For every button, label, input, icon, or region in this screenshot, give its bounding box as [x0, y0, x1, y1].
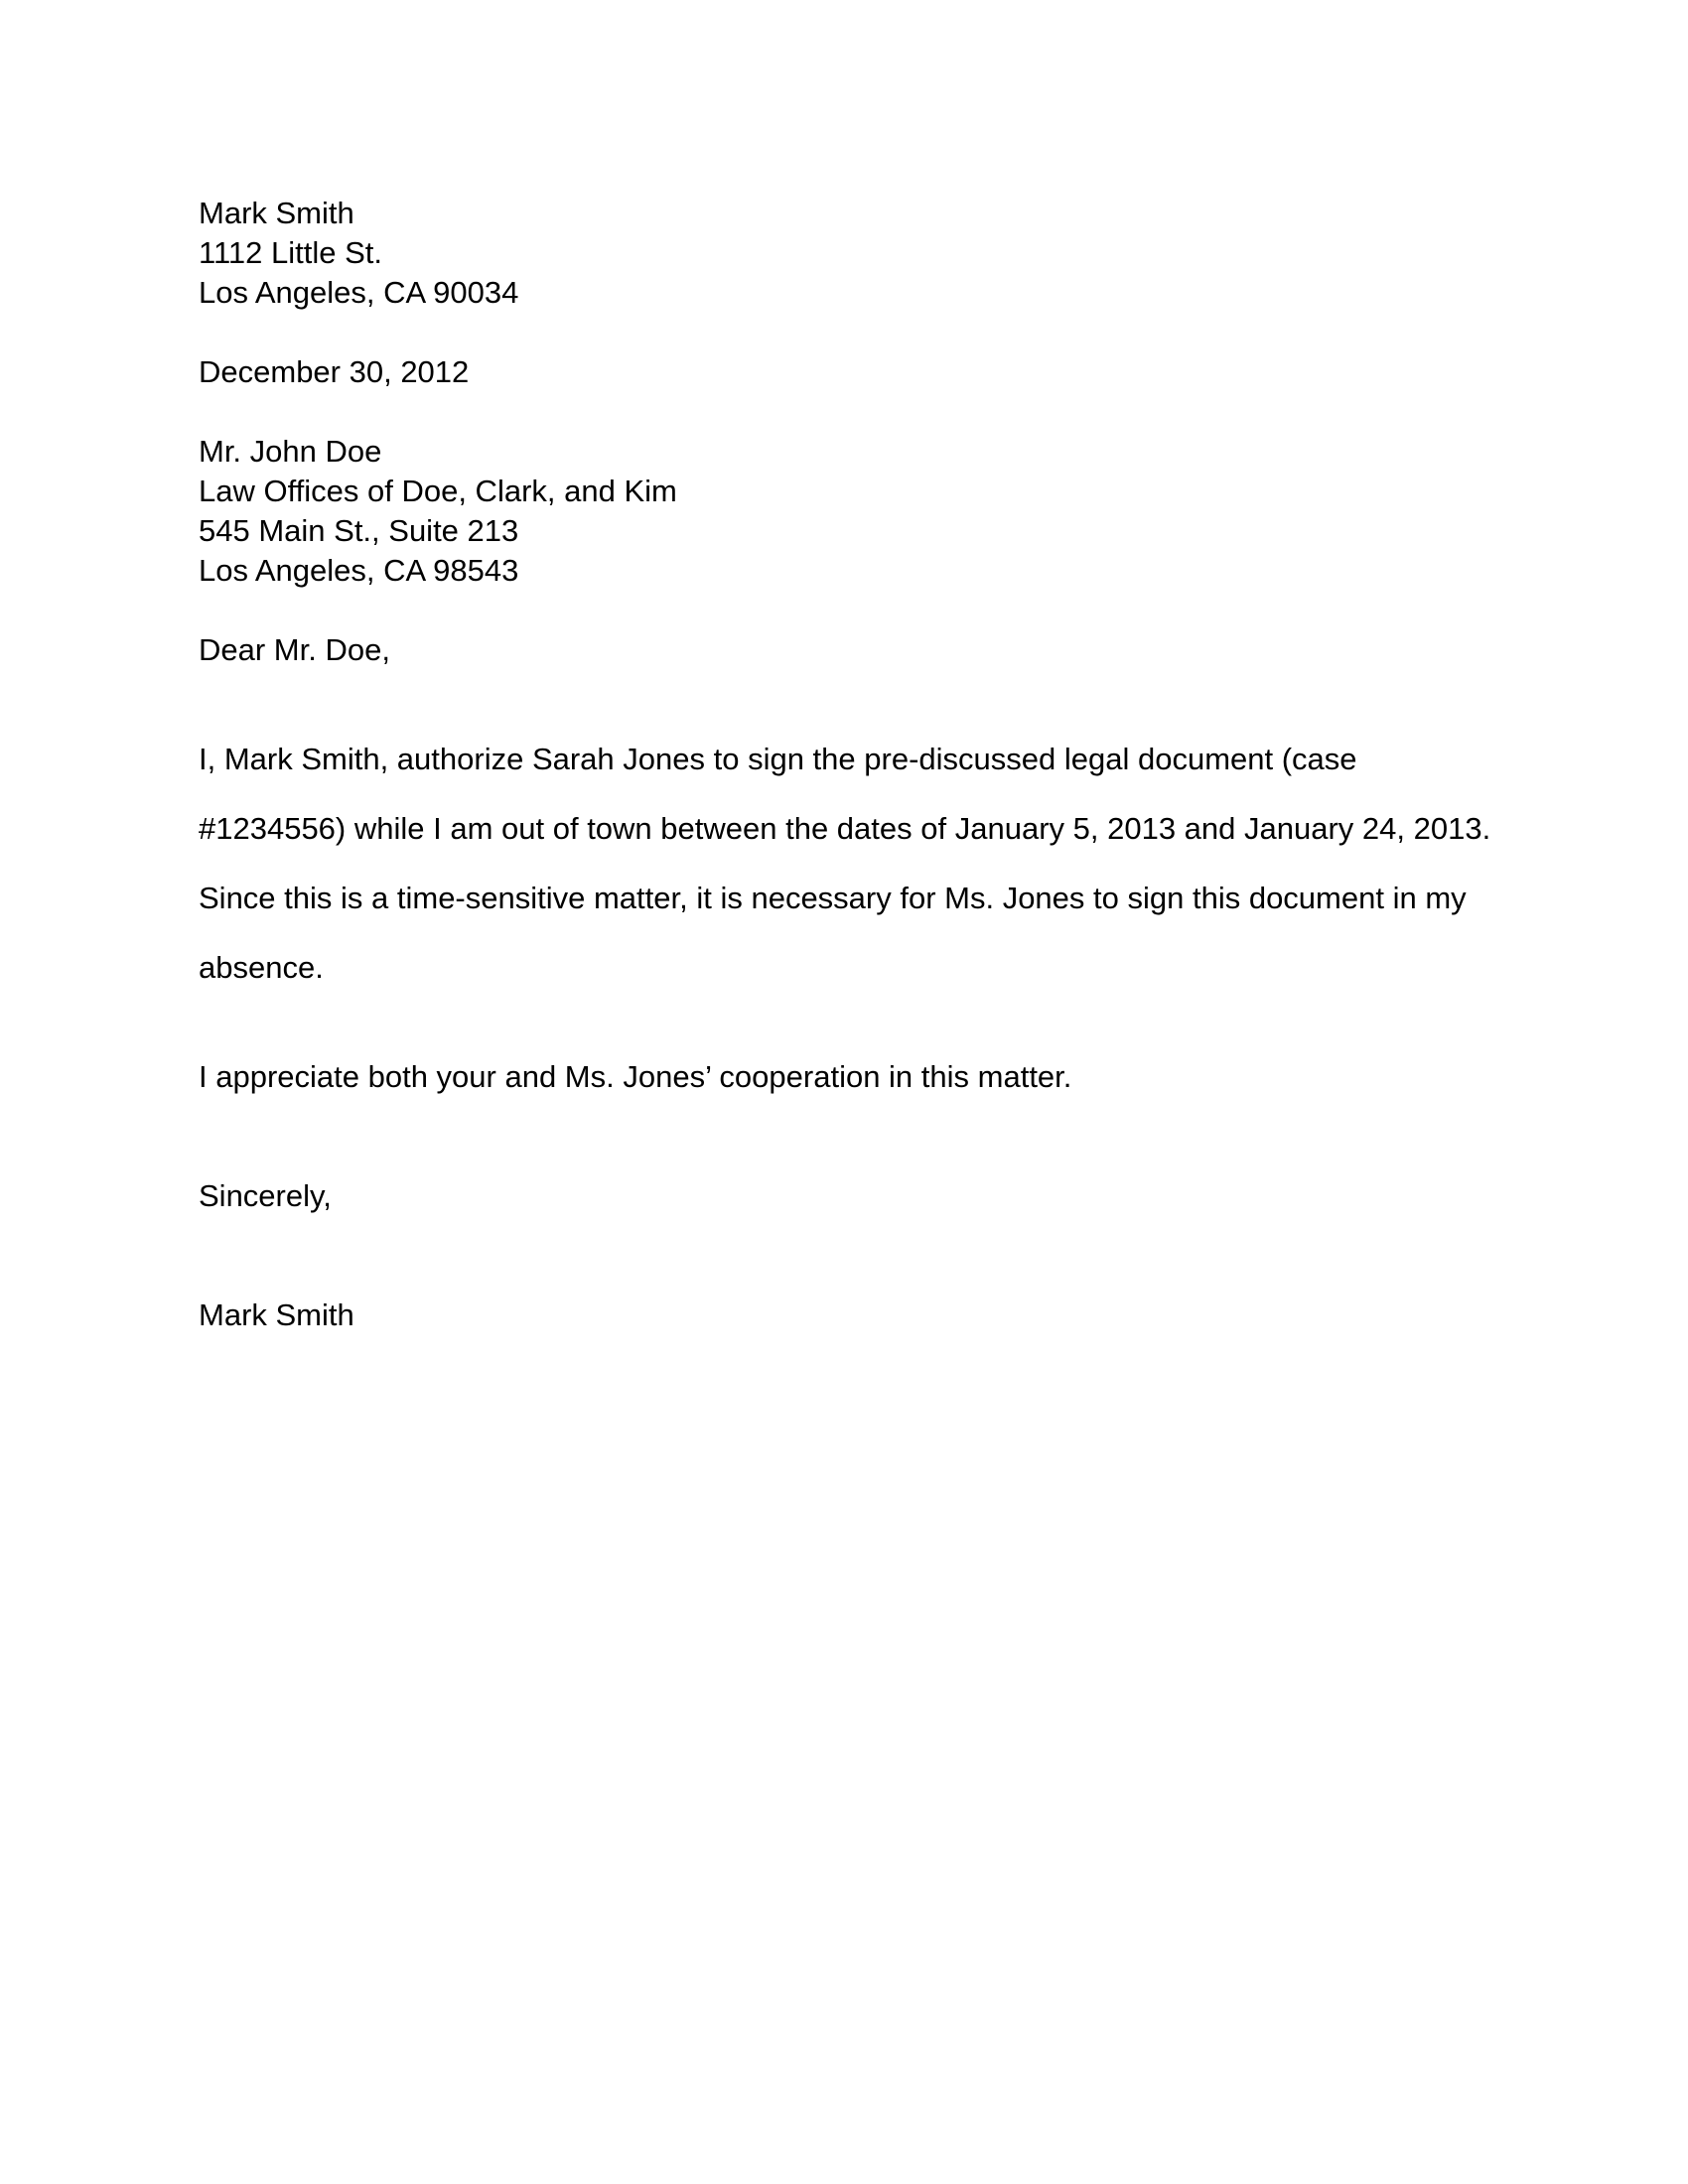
- body-paragraph1-line: I, Mark Smith, authorize Sarah Jones to sign the pre-discussed legal document (case: [199, 742, 1357, 776]
- recipient-firm: Law Offices of Doe, Clark, and Kim: [199, 474, 677, 508]
- salutation: Dear Mr. Doe,: [199, 632, 390, 667]
- sender-name: Mark Smith: [199, 196, 354, 230]
- closing: Sincerely,: [199, 1178, 332, 1213]
- body-paragraph2: I appreciate both your and Ms. Jones’ cooperation in this matter.: [199, 1059, 1072, 1094]
- body-paragraph1-line: #1234556) while I am out of town between the dates of January 5, 2013 and January 24, 2013.: [199, 811, 1491, 846]
- recipient-name: Mr. John Doe: [199, 434, 382, 469]
- letter-date: December 30, 2012: [199, 354, 470, 389]
- body-paragraph1-line: Since this is a time-sensitive matter, it is necessary for Ms. Jones to sign this document in my: [199, 881, 1467, 915]
- sender-city-line: Los Angeles, CA 90034: [199, 275, 519, 310]
- body-paragraph1-line: absence.: [199, 950, 324, 985]
- sender-street: 1112 Little St.: [199, 235, 382, 270]
- signature-name: Mark Smith: [199, 1297, 354, 1332]
- recipient-street: 545 Main St., Suite 213: [199, 513, 519, 548]
- recipient-city-line: Los Angeles, CA 98543: [199, 553, 519, 588]
